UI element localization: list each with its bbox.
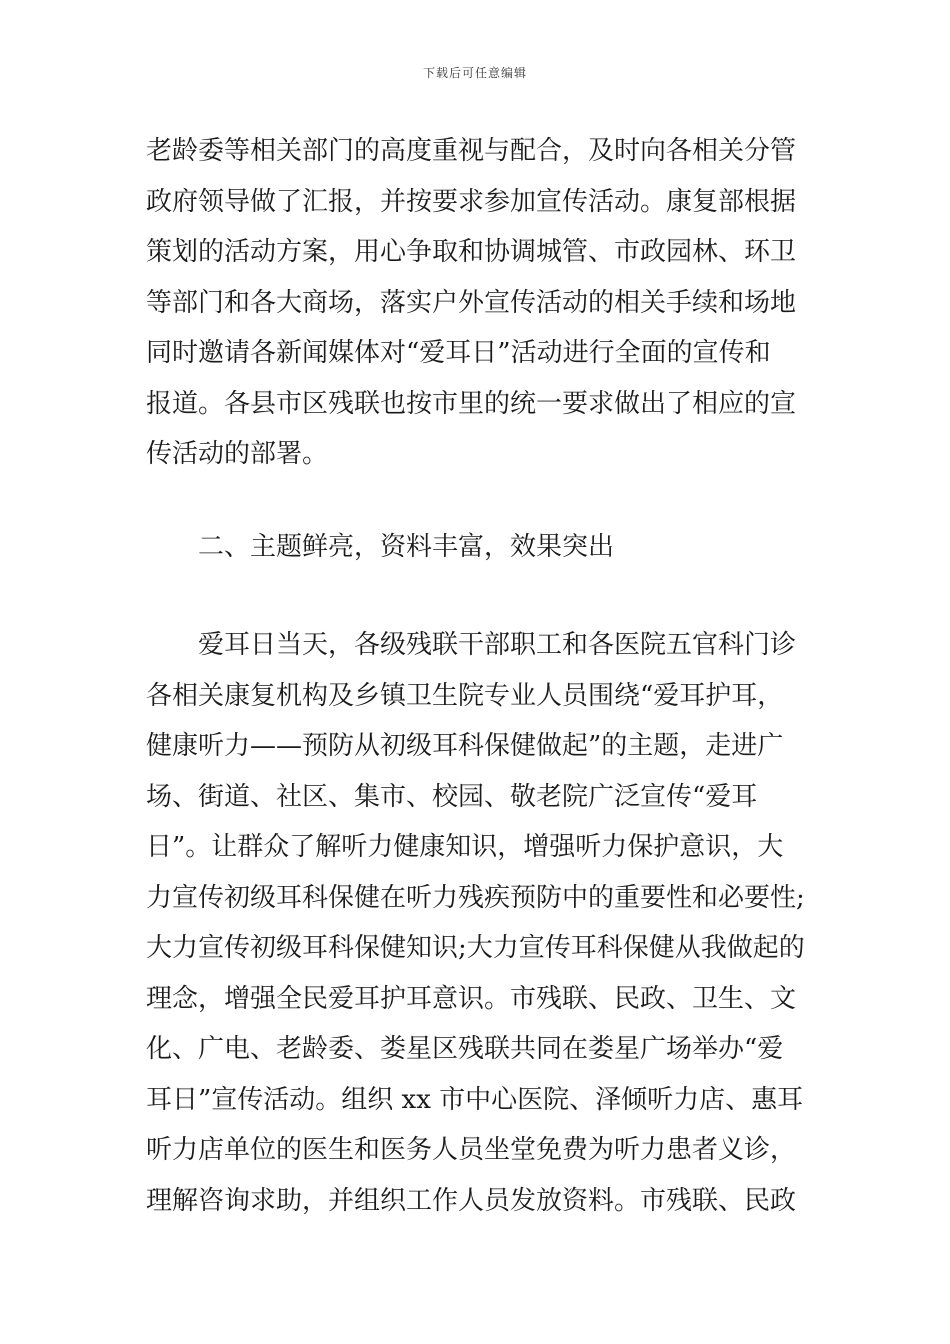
- paragraph-line: 策划的活动方案，用心争取和协调城管、市政园林、环卫: [146, 237, 797, 267]
- paragraph-line: 力宣传初级耳科保健在听力残疾预防中的重要性和必要性;: [146, 882, 805, 913]
- paragraph-1: [146, 126, 811, 480]
- paragraph-line: 各相关康复机构及乡镇卫生院专业人员围绕“爱耳护耳，: [146, 680, 784, 711]
- paragraph-line: 传活动的部署。: [146, 439, 329, 469]
- paragraph-line: 耳日”宣传活动。组织 xx 市中心医院、泽倾听力店、惠耳: [146, 1084, 804, 1115]
- paragraph-line: 爱耳日当天，各级残联干部职工和各医院五官科门诊: [198, 630, 797, 660]
- paragraph-line: 老龄委等相关部门的高度重视与配合，及时向各相关分管: [146, 136, 797, 166]
- paragraph-line: 化、广电、老龄委、娄星区残联共同在娄星广场举办“爱: [146, 1034, 784, 1064]
- paragraph-line: 报道。各县市区残联也按市里的统一要求做出了相应的宣: [146, 388, 797, 419]
- paragraph-line: 场、街道、社区、集市、校园、敬老院广泛宣传“爱耳: [146, 781, 758, 812]
- paragraph-line: 等部门和各大商场，落实户外宣传活动的相关手续和场地: [146, 287, 797, 318]
- paragraph-line: 政府领导做了汇报，并按要求参加宣传活动。康复部根据: [146, 186, 797, 217]
- paragraph-line: 日”。让群众了解听力健康知识，增强听力保护意识，大: [146, 832, 784, 862]
- paragraph-line: 健康听力——预防从初级耳科保健做起”的主题，走进广: [146, 731, 784, 761]
- section-heading-text: 二、主题鲜亮，资料丰富，效果突出: [198, 532, 615, 562]
- paragraph-line: 理念，增强全民爱耳护耳意识。市残联、民政、卫生、文: [146, 983, 797, 1014]
- paragraph-line: 听力店单位的医生和医务人员坐堂免费为听力患者义诊，: [146, 1135, 797, 1165]
- paragraph-2: [146, 620, 811, 1226]
- page-header: 下载后可任意编辑: [422, 66, 527, 80]
- paragraph-line: 理解咨询求助，并组织工作人员发放资料。市残联、民政: [146, 1185, 797, 1216]
- section-heading: [146, 522, 811, 573]
- paragraph-line: 大力宣传初级耳科保健知识;大力宣传耳科保健从我做起的: [146, 933, 805, 963]
- paragraph-line: 同时邀请各新闻媒体对“爱耳日”活动进行全面的宣传和: [146, 338, 771, 368]
